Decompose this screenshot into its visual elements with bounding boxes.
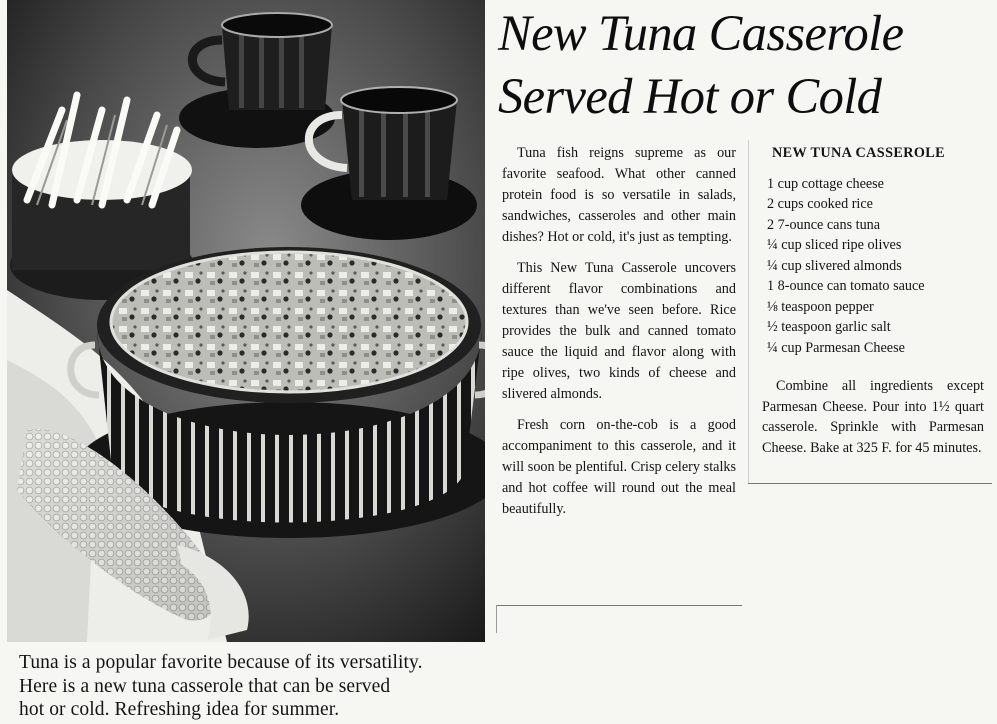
article-paragraph: Tuna fish reigns supreme as our favorite seafood. What other canned protein food is so versatile in salads, sandwiches, casseroles and other main dishes? Hot or cold, it's just as tempting. <box>502 145 736 245</box>
ingredient-item: ½ teaspoon garlic salt <box>767 319 891 335</box>
column-rule <box>496 605 742 606</box>
headline-line-2: Served Hot or Cold <box>498 68 882 124</box>
ingredient-item: ¼ cup Parmesan Cheese <box>767 339 905 356</box>
recipe-directions: Combine all ingredients except Parmesan Cheese. Pour into 1½ quart casserole. Sprinkle with Parmesan Cheese. Bake at 325 F. for 45 minutes. <box>762 378 984 456</box>
caption-line: hot or cold. Refreshing idea for summer. <box>19 699 340 720</box>
column-rule-vertical <box>496 605 497 633</box>
ingredient-item: 1 8-ounce can tomato sauce <box>767 278 925 294</box>
casserole-photo <box>7 0 485 642</box>
ingredient-item: ⅛ teaspoon pepper <box>767 298 874 315</box>
headline-line-1: New Tuna Casserole <box>498 5 904 61</box>
recipe-box <box>762 143 984 458</box>
ingredient-item: ¼ cup sliced ripe olives <box>767 237 902 253</box>
ingredient-item: 2 cups cooked rice <box>767 196 873 212</box>
article-paragraph: This New Tuna Casserole uncovers different flavor combinations and textures than we've seen before. Rice provides the bulk and canned tomato sauce the liquid and flavor along with ripe olives, two kinds of cheese and slivered almonds. <box>502 260 736 402</box>
headline <box>498 2 993 128</box>
caption-line: Tuna is a popular favorite because of its versatility. <box>19 652 423 673</box>
column-divider <box>748 140 749 483</box>
article-body <box>502 143 736 530</box>
photo-caption <box>19 651 481 722</box>
recipe-rule <box>748 483 992 484</box>
ingredient-list <box>762 174 984 359</box>
ingredient-item: 2 7-ounce cans tuna <box>767 216 881 233</box>
ingredient-item: 1 cup cottage cheese <box>767 175 884 192</box>
recipe-title: NEW TUNA CASSEROLE <box>772 145 946 161</box>
ingredient-item: ¼ cup slivered almonds <box>767 257 902 274</box>
article-paragraph: Fresh corn on-the-cob is a good accompaniment to this casserole, and it will soon be plentiful. Crisp celery stalks and hot coffee will round out the meal beautifully. <box>502 417 736 517</box>
caption-line: Here is a new tuna casserole that can be served <box>19 675 391 697</box>
casserole-photo-icon <box>7 0 485 642</box>
